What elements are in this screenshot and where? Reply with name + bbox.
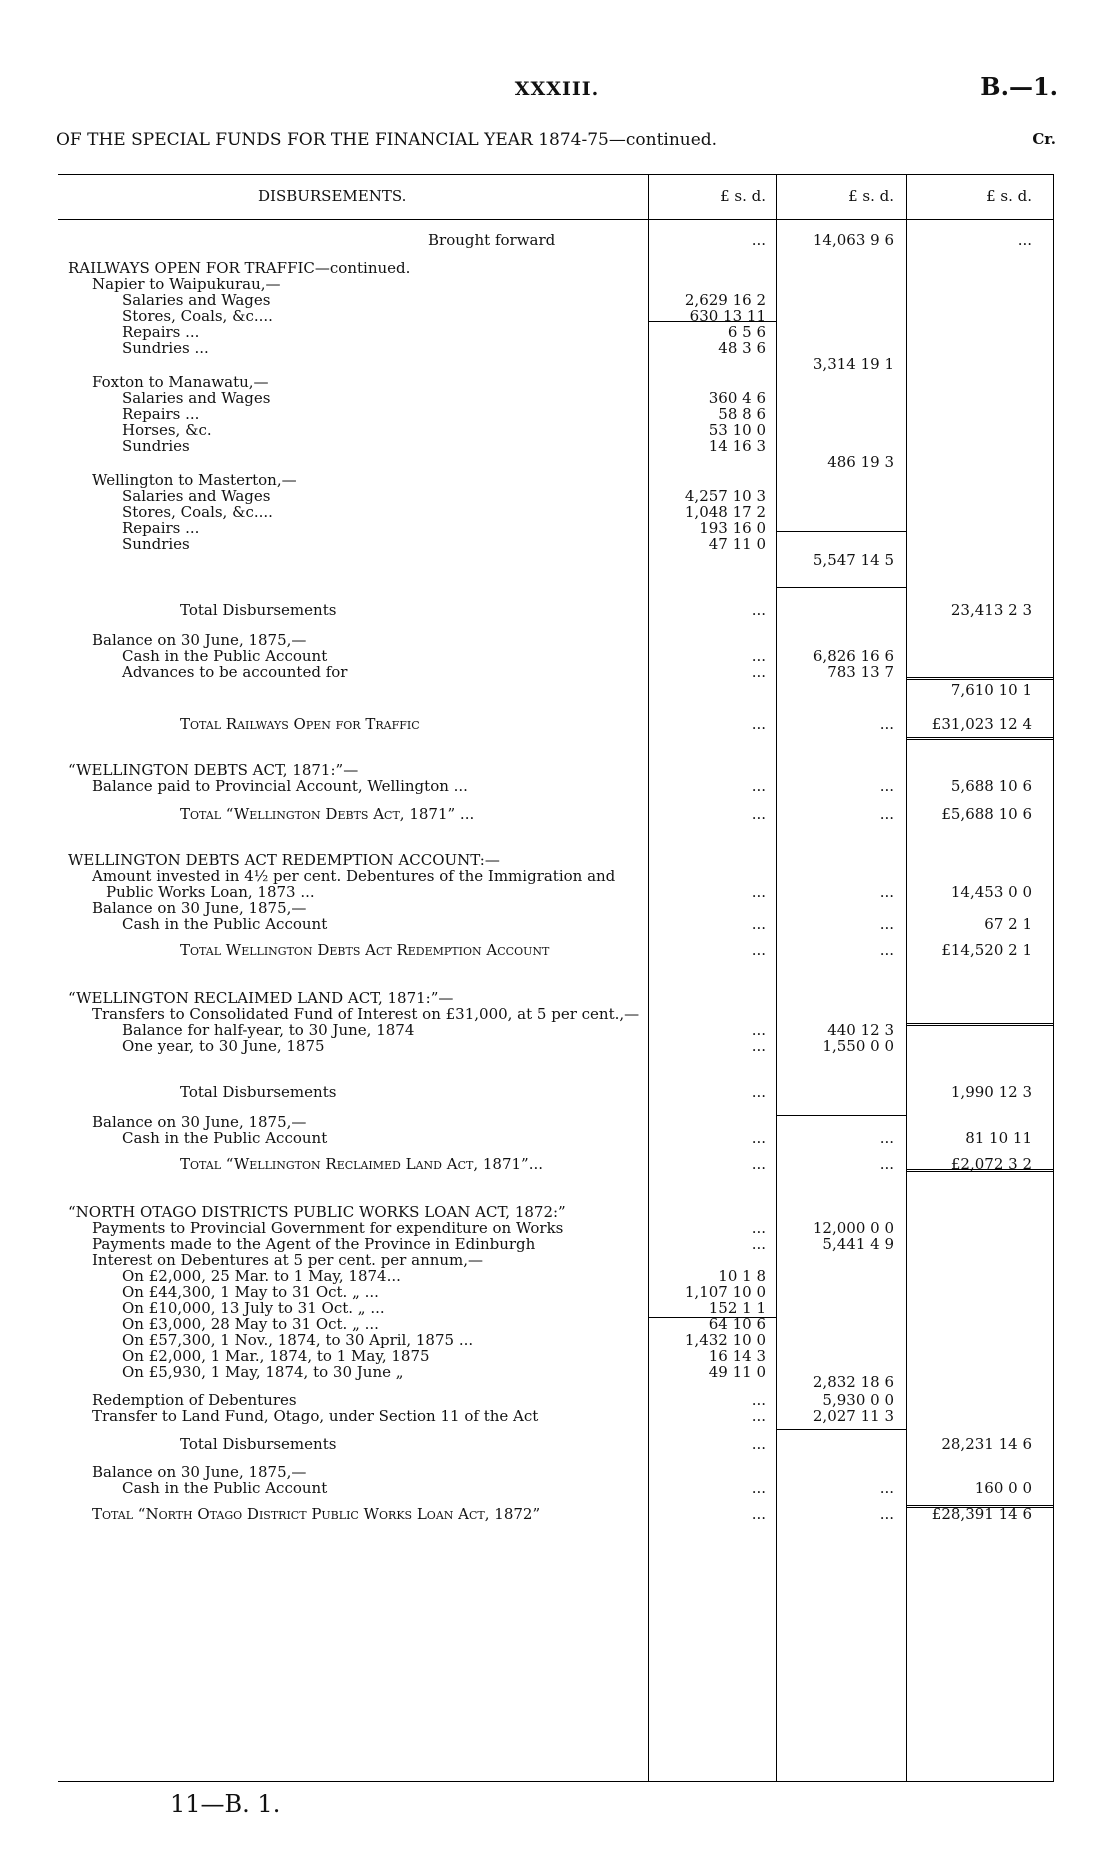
table-header — [58, 187, 1054, 205]
row-amount-c2: 3,314 19 1 — [812, 355, 894, 373]
row-amount-c1: ... — [751, 231, 766, 249]
table-row — [58, 355, 1054, 373]
rule-line — [906, 737, 1054, 740]
rule-line — [906, 1169, 1054, 1172]
row-amount-c1: 64 10 6 — [708, 1315, 766, 1333]
header-description: DISBURSEMENTS. — [258, 187, 407, 205]
row-description: Total Disbursements — [180, 1435, 337, 1453]
row-amount-c1: 14 16 3 — [708, 437, 766, 455]
table-row — [58, 1083, 1054, 1101]
row-description: “NORTH OTAGO DISTRICTS PUBLIC WORKS LOAN ACT, 1872:” — [68, 1203, 566, 1221]
rule-line — [776, 531, 906, 532]
row-description: Stores, Coals, &c.... — [122, 503, 273, 521]
page-subtitle: OF THE SPECIAL FUNDS FOR THE FINANCIAL YEAR 1874-75—continued. — [56, 130, 718, 150]
row-description: Repairs ... — [122, 323, 200, 341]
row-description: Brought forward — [428, 231, 556, 249]
row-amount-c2: 1,550 0 0 — [822, 1037, 894, 1055]
row-amount-c1: ... — [751, 1155, 766, 1173]
row-description: Cash in the Public Account — [122, 1129, 328, 1147]
header-column-2: £ s. d. — [848, 187, 894, 205]
table-row — [58, 805, 1054, 823]
table-row — [58, 453, 1054, 471]
row-amount-c2: ... — [879, 915, 894, 933]
row-amount-c1: 1,107 10 0 — [684, 1283, 766, 1301]
row-description: Amount invested in 4½ per cent. Debentures of the Immigration and — [92, 867, 616, 885]
row-amount-c1: ... — [751, 883, 766, 901]
row-amount-c1: ... — [751, 1479, 766, 1497]
row-amount-c1: 47 11 0 — [708, 535, 766, 553]
row-amount-c1: 152 1 1 — [708, 1299, 766, 1317]
row-description: Balance paid to Provincial Account, Wellington ... — [92, 777, 468, 795]
row-amount-c1: 6 5 6 — [727, 323, 766, 341]
row-description: Transfer to Land Fund, Otago, under Section 11 of the Act — [92, 1407, 539, 1425]
row-description: Sundries ... — [122, 339, 209, 357]
row-amount-c1: ... — [751, 1083, 766, 1101]
row-amount-c1: 53 10 0 — [708, 421, 766, 439]
row-description: “WELLINGTON DEBTS ACT, 1871:”— — [68, 761, 359, 779]
row-description: WELLINGTON DEBTS ACT REDEMPTION ACCOUNT:— — [68, 851, 500, 869]
row-amount-c3: £14,520 2 1 — [941, 941, 1032, 959]
row-amount-c1: 630 13 11 — [689, 307, 766, 325]
document-reference: B.—1. — [980, 72, 1058, 101]
row-description: Cash in the Public Account — [122, 1479, 328, 1497]
table-row — [58, 681, 1054, 699]
row-amount-c1: 58 8 6 — [718, 405, 766, 423]
row-description: Salaries and Wages — [122, 389, 271, 407]
row-amount-c2: ... — [879, 805, 894, 823]
table-row — [58, 551, 1054, 569]
header-rule — [58, 219, 1054, 220]
row-description: Repairs ... — [122, 405, 200, 423]
header-column-1: £ s. d. — [720, 187, 766, 205]
row-amount-c1: ... — [751, 1435, 766, 1453]
rule-line — [648, 321, 776, 322]
row-amount-c1: ... — [751, 715, 766, 733]
row-amount-c1: ... — [751, 1235, 766, 1253]
row-amount-c2: 440 12 3 — [827, 1021, 894, 1039]
row-amount-c3: 81 10 11 — [965, 1129, 1032, 1147]
row-amount-c2: 14,063 9 6 — [812, 231, 894, 249]
rule-line — [776, 1429, 906, 1430]
table-row — [58, 1129, 1054, 1147]
row-amount-c1: ... — [751, 1505, 766, 1523]
row-amount-c1: ... — [751, 647, 766, 665]
row-amount-c2: ... — [879, 1505, 894, 1523]
row-amount-c2: 783 13 7 — [827, 663, 894, 681]
table-row — [58, 231, 1054, 249]
table-row — [58, 1155, 1054, 1173]
row-description: Balance for half-year, to 30 June, 1874 — [122, 1021, 415, 1039]
row-description: Napier to Waipukurau,— — [92, 275, 281, 293]
row-amount-c1: ... — [751, 663, 766, 681]
row-description: Sundries — [122, 535, 190, 553]
row-amount-c3: £2,072 3 2 — [950, 1155, 1032, 1173]
row-amount-c1: ... — [751, 1219, 766, 1237]
rule-line — [906, 677, 1054, 680]
row-description: On £2,000, 25 Mar. to 1 May, 1874... — [122, 1267, 401, 1285]
row-amount-c3: 23,413 2 3 — [950, 601, 1032, 619]
row-description: One year, to 30 June, 1875 — [122, 1037, 325, 1055]
row-description: Foxton to Manawatu,— — [92, 373, 269, 391]
row-description: Balance on 30 June, 1875,— — [92, 899, 307, 917]
row-description: Sundries — [122, 437, 190, 455]
table-row — [58, 601, 1054, 619]
row-amount-c1: 1,432 10 0 — [684, 1331, 766, 1349]
row-description: Horses, &c. — [122, 421, 212, 439]
row-amount-c1: 16 14 3 — [708, 1347, 766, 1365]
row-amount-c2: 6,826 16 6 — [812, 647, 894, 665]
row-amount-c1: 10 1 8 — [718, 1267, 766, 1285]
row-amount-c2: ... — [879, 883, 894, 901]
table-row — [58, 715, 1054, 733]
row-amount-c1: ... — [751, 777, 766, 795]
row-amount-c3: 14,453 0 0 — [950, 883, 1032, 901]
row-amount-c2: 2,027 11 3 — [812, 1407, 894, 1425]
row-amount-c1: ... — [751, 601, 766, 619]
row-description: Stores, Coals, &c.... — [122, 307, 273, 325]
row-amount-c3: 7,610 10 1 — [950, 681, 1032, 699]
row-amount-c1: 49 11 0 — [708, 1363, 766, 1381]
row-amount-c2: 486 19 3 — [827, 453, 894, 471]
page-number: XXXIII. — [514, 78, 600, 100]
row-amount-c3: £31,023 12 4 — [931, 715, 1032, 733]
row-description: “WELLINGTON RECLAIMED LAND ACT, 1871:”— — [68, 989, 454, 1007]
row-description: Payments to Provincial Government for expenditure on Works — [92, 1219, 564, 1237]
table-row — [58, 915, 1054, 933]
row-amount-c3: 28,231 14 6 — [941, 1435, 1032, 1453]
row-description: Cash in the Public Account — [122, 915, 328, 933]
table-row — [58, 1373, 1054, 1391]
row-description: Cash in the Public Account — [122, 647, 328, 665]
row-description: Total “Wellington Reclaimed Land Act, 1871”... — [180, 1155, 544, 1173]
row-description: Advances to be accounted for — [122, 663, 348, 681]
rule-line — [648, 1317, 776, 1318]
row-amount-c1: 2,629 16 2 — [684, 291, 766, 309]
table-row — [58, 1479, 1054, 1497]
row-description: Repairs ... — [122, 519, 200, 537]
row-amount-c2: ... — [879, 1155, 894, 1173]
row-amount-c2: ... — [879, 1479, 894, 1497]
row-amount-c2: ... — [879, 777, 894, 795]
row-amount-c2: 5,441 4 9 — [822, 1235, 894, 1253]
row-amount-c1: ... — [751, 805, 766, 823]
rule-line — [906, 1023, 1054, 1026]
table-row — [58, 663, 1054, 681]
row-amount-c1: ... — [751, 1407, 766, 1425]
page-footer: 11—B. 1. — [170, 1790, 281, 1818]
row-amount-c3: 5,688 10 6 — [950, 777, 1032, 795]
row-description: Total “North Otago District Public Works Loan Act, 1872” — [92, 1505, 541, 1523]
row-amount-c2: 2,832 18 6 — [812, 1373, 894, 1391]
row-description: On £5,930, 1 May, 1874, to 30 June „ — [122, 1363, 404, 1381]
row-amount-c3: £28,391 14 6 — [931, 1505, 1032, 1523]
disbursements-table — [58, 174, 1054, 1782]
row-amount-c1: ... — [751, 941, 766, 959]
table-row — [58, 941, 1054, 959]
row-amount-c1: 4,257 10 3 — [684, 487, 766, 505]
row-description: On £3,000, 28 May to 31 Oct. „ ... — [122, 1315, 379, 1333]
row-amount-c1: 1,048 17 2 — [684, 503, 766, 521]
row-description: Total Railways Open for Traffic — [180, 715, 420, 733]
row-amount-c1: 193 16 0 — [699, 519, 766, 537]
row-description: Balance on 30 June, 1875,— — [92, 1463, 307, 1481]
row-amount-c3: 1,990 12 3 — [950, 1083, 1032, 1101]
row-description: Public Works Loan, 1873 ... — [106, 883, 315, 901]
row-amount-c2: 5,547 14 5 — [812, 551, 894, 569]
row-amount-c2: 5,930 0 0 — [822, 1391, 894, 1409]
row-amount-c1: ... — [751, 1129, 766, 1147]
row-amount-c3: 67 2 1 — [984, 915, 1032, 933]
row-amount-c3: ... — [1017, 231, 1032, 249]
row-amount-c1: 360 4 6 — [708, 389, 766, 407]
row-amount-c1: ... — [751, 1037, 766, 1055]
row-description: Salaries and Wages — [122, 487, 271, 505]
rule-line — [776, 587, 906, 588]
row-description: Total Disbursements — [180, 1083, 337, 1101]
header-column-3: £ s. d. — [986, 187, 1032, 205]
row-amount-c2: 12,000 0 0 — [812, 1219, 894, 1237]
row-description: On £2,000, 1 Mar., 1874, to 1 May, 1875 — [122, 1347, 430, 1365]
row-description: Interest on Debentures at 5 per cent. per annum,— — [92, 1251, 484, 1269]
row-description: Balance on 30 June, 1875,— — [92, 631, 307, 649]
table-row — [58, 1407, 1054, 1425]
row-amount-c1: ... — [751, 1391, 766, 1409]
row-description: Salaries and Wages — [122, 291, 271, 309]
row-amount-c2: ... — [879, 1129, 894, 1147]
row-description: On £10,000, 13 July to 31 Oct. „ ... — [122, 1299, 385, 1317]
row-description: Total Wellington Debts Act Redemption Account — [180, 941, 550, 959]
row-amount-c2: ... — [879, 715, 894, 733]
row-description: Balance on 30 June, 1875,— — [92, 1113, 307, 1131]
row-description: Transfers to Consolidated Fund of Interest on £31,000, at 5 per cent.,— — [92, 1005, 640, 1023]
row-amount-c1: 48 3 6 — [718, 339, 766, 357]
row-description: RAILWAYS OPEN FOR TRAFFIC—continued. — [68, 259, 411, 277]
row-description: On £57,300, 1 Nov., 1874, to 30 April, 1875 ... — [122, 1331, 474, 1349]
row-description: Payments made to the Agent of the Province in Edinburgh — [92, 1235, 536, 1253]
row-description: Wellington to Masterton,— — [92, 471, 297, 489]
rule-line — [776, 1115, 906, 1116]
row-description: Total Disbursements — [180, 601, 337, 619]
row-amount-c1: ... — [751, 1021, 766, 1039]
row-description: On £44,300, 1 May to 31 Oct. „ ... — [122, 1283, 379, 1301]
table-row — [58, 1505, 1054, 1523]
table-row — [58, 777, 1054, 795]
row-amount-c2: ... — [879, 941, 894, 959]
row-amount-c3: 160 0 0 — [974, 1479, 1032, 1497]
credit-label: Cr. — [1032, 130, 1056, 148]
row-amount-c1: ... — [751, 915, 766, 933]
table-row — [58, 1435, 1054, 1453]
table-row — [58, 1037, 1054, 1055]
row-amount-c3: £5,688 10 6 — [941, 805, 1032, 823]
rule-line — [906, 1505, 1054, 1508]
row-description: Redemption of Debentures — [92, 1391, 297, 1409]
row-description: Total “Wellington Debts Act, 1871” ... — [180, 805, 475, 823]
